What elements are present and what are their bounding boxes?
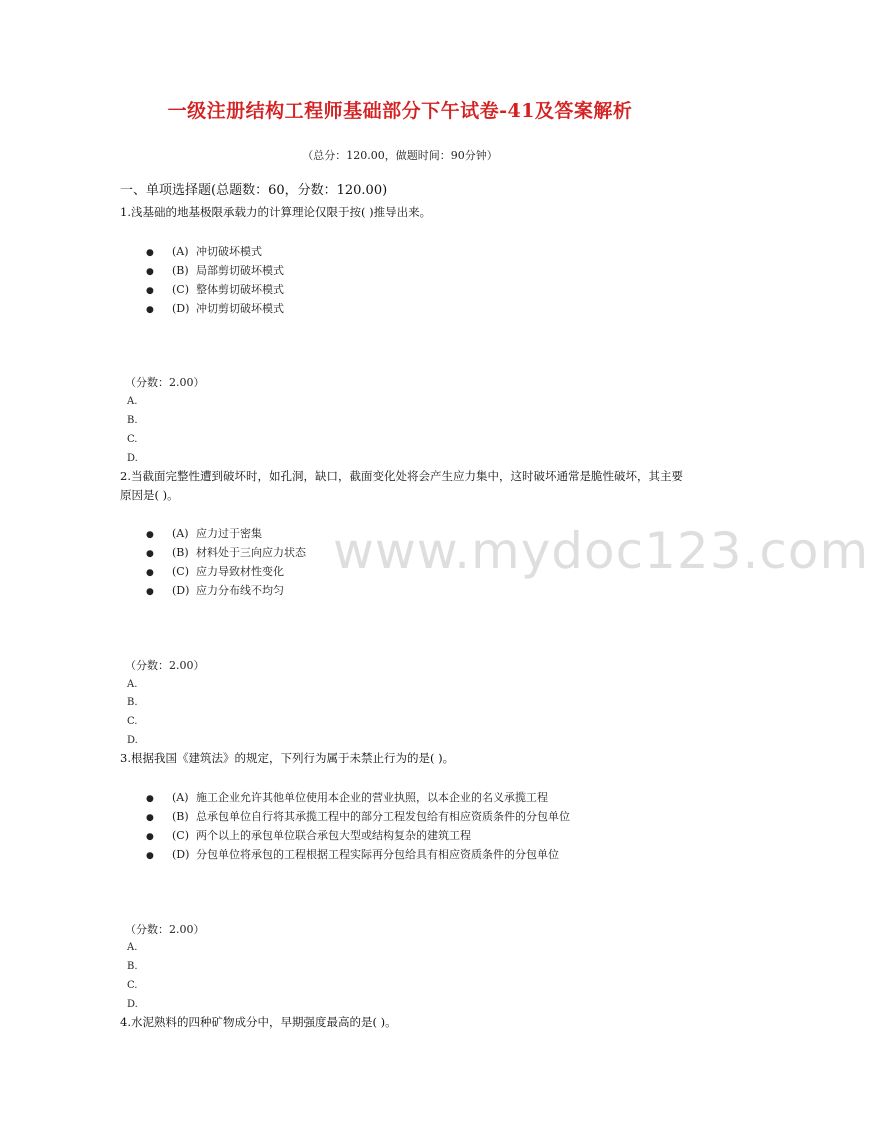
- option-b[interactable]: ● (B) 总承包单位自行将其承揽工程中的部分工程发包给有相应资质条件的分包单位: [146, 810, 570, 823]
- bullet-icon: ●: [146, 832, 154, 842]
- question-score: （分数：2.00）: [125, 376, 205, 389]
- bullet-icon: ●: [146, 305, 154, 315]
- bullet-icon: ●: [146, 248, 154, 258]
- option-b[interactable]: ● (B) 局部剪切破坏模式: [146, 264, 284, 277]
- answer-d: D.: [127, 453, 138, 464]
- option-c[interactable]: ● (C) 整体剪切破坏模式: [146, 283, 284, 296]
- option-c[interactable]: ● (C) 应力导致材性变化: [146, 565, 284, 578]
- bullet-icon: ●: [146, 587, 154, 597]
- answer-c: C.: [127, 434, 138, 445]
- option-a[interactable]: ● (A) 应力过于密集: [146, 527, 262, 540]
- bullet-icon: ●: [146, 286, 154, 296]
- answer-c: C.: [127, 716, 138, 727]
- answer-b: B.: [127, 415, 138, 426]
- bullet-icon: ●: [146, 851, 154, 861]
- option-a[interactable]: ● (A) 冲切破坏模式: [146, 245, 262, 258]
- option-a[interactable]: ● (A) 施工企业允许其他单位使用本企业的营业执照，以本企业的名义承揽工程: [146, 791, 548, 804]
- bullet-icon: ●: [146, 568, 154, 578]
- answer-a: A.: [127, 679, 138, 690]
- question-text: 4.水泥熟料的四种矿物成分中，早期强度最高的是( )。: [120, 1015, 397, 1029]
- option-b[interactable]: ● (B) 材料处于三向应力状态: [146, 546, 306, 559]
- bullet-icon: ●: [146, 267, 154, 277]
- option-d[interactable]: ● (D) 冲切剪切破坏模式: [146, 302, 284, 315]
- answer-c: C.: [127, 980, 138, 991]
- question-text: 3.根据我国《建筑法》的规定，下列行为属于未禁止行为的是( )。: [120, 751, 455, 765]
- answer-b: B.: [127, 961, 138, 972]
- bullet-icon: ●: [146, 813, 154, 823]
- answer-a: A.: [127, 396, 138, 407]
- option-d[interactable]: ● (D) 应力分布线不均匀: [146, 584, 284, 597]
- answer-d: D.: [127, 735, 138, 746]
- page-title: 一级注册结构工程师基础部分下午试卷-41及答案解析: [167, 100, 633, 122]
- bullet-icon: ●: [146, 549, 154, 559]
- watermark: www.mydoc123.com: [333, 522, 869, 580]
- question-score: （分数：2.00）: [125, 923, 205, 936]
- bullet-icon: ●: [146, 794, 154, 804]
- answer-b: B.: [127, 697, 138, 708]
- question-score: （分数：2.00）: [125, 659, 205, 672]
- exam-info: （总分：120.00，做题时间：90分钟）: [302, 149, 498, 162]
- option-c[interactable]: ● (C) 两个以上的承包单位联合承包大型或结构复杂的建筑工程: [146, 829, 471, 842]
- bullet-icon: ●: [146, 530, 154, 540]
- answer-a: A.: [127, 942, 138, 953]
- answer-d: D.: [127, 999, 138, 1010]
- question-text: 1.浅基础的地基极限承载力的计算理论仅限于按( )推导出来。: [120, 205, 432, 219]
- option-d[interactable]: ● (D) 分包单位将承包的工程根据工程实际再分包给具有相应资质条件的分包单位: [146, 848, 559, 861]
- question-text: 2.当截面完整性遭到破坏时，如孔洞，缺口，截面变化处将会产生应力集中，这时破坏通常是脆性破坏，其主要原因是( )。: [120, 469, 683, 502]
- section-heading: 一、单项选择题(总题数：60，分数：120.00): [120, 183, 388, 198]
